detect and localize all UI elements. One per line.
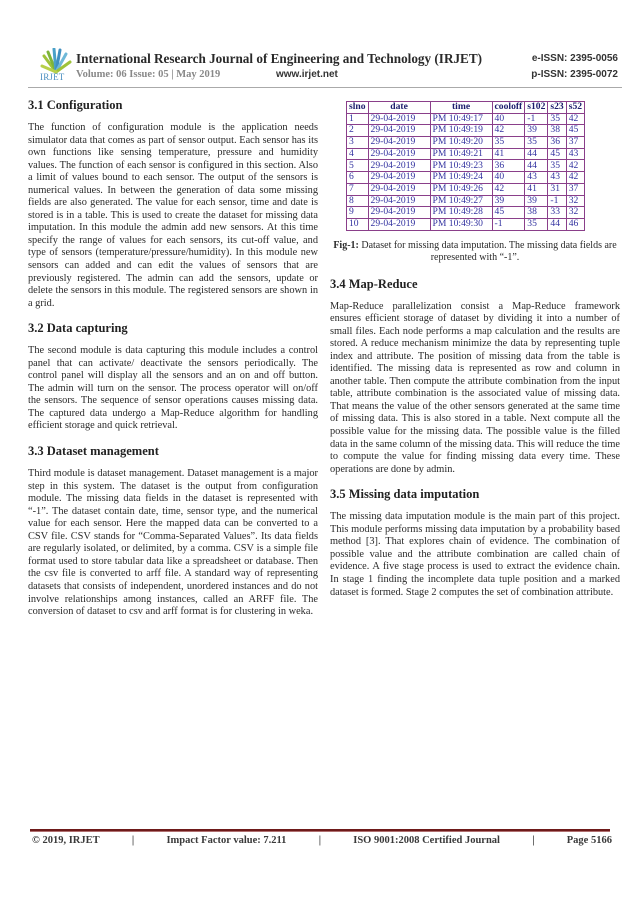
caption-text: Dataset for missing data imputation. The missing data fields are represented with “-1”. <box>358 239 617 264</box>
footer-divider <box>30 829 610 832</box>
caption-label: Fig-1: <box>333 239 359 251</box>
footer-separator: | <box>318 835 321 846</box>
section-text-map-reduce: Map-Reduce parallelization consist a Map-Reduce framework ensures efficient storage of dataset by dividing it into a number of small files. Each node performs a map calculation and the results are stored. A reduce mechanism minimize the data by representing tuple index and attribute. The position of missing data from the table is identified. The missing data is represented as row and column in another table. Then compute the attribute combination from the input table, attribute combination is the associated value of missing data. That means the value of the other sensors generated at the same time of missing data. This is also stored in a table. Next compute all the possible value for the missing data. The possible value is the filled data in the same column of the missing data. This will reduce the time to compute the value for finding missing data every time. These operations are done by admin. <box>330 300 620 475</box>
website-link[interactable]: www.irjet.net <box>276 69 338 80</box>
table-cell: 39 <box>525 125 548 137</box>
table-cell: 42 <box>492 125 525 137</box>
table-row <box>347 172 585 184</box>
page-footer <box>32 835 612 846</box>
column-header: time <box>430 102 492 114</box>
table-cell: 29-04-2019 <box>368 207 430 219</box>
table-cell: 35 <box>548 160 566 172</box>
section-text-missing-data-imputation: The missing data imputation module is the main part of this project. This module performs missing data imputation by a probability based method [3]. That explores chain of evidence. The combination of possible value and the attribute combination are called chain of evidence. A five stage process is used to extract the evidence chain. In stage 1 finding the incomplete data tuple position and a marked dataset is formed. Stage 2 computes the set of combination attribute. <box>330 511 620 598</box>
table-cell: 39 <box>525 195 548 207</box>
table-cell: PM 10:49:17 <box>430 113 492 125</box>
table-cell: PM 10:49:23 <box>430 160 492 172</box>
table-row <box>347 113 585 125</box>
copyright: © 2019, IRJET <box>32 835 100 846</box>
table-cell: 44 <box>548 218 566 230</box>
table-cell: 37 <box>566 137 584 149</box>
table-row <box>347 207 585 219</box>
impact-factor: Impact Factor value: 7.211 <box>166 835 287 846</box>
table-cell: 45 <box>492 207 525 219</box>
table-cell: 44 <box>525 160 548 172</box>
table-cell: 41 <box>492 148 525 160</box>
p-issn: p-ISSN: 2395-0072 <box>531 69 618 80</box>
table-cell: PM 10:49:27 <box>430 195 492 207</box>
table-cell: 6 <box>347 172 369 184</box>
table-row <box>347 148 585 160</box>
table-row <box>347 160 585 172</box>
table-cell: 36 <box>548 137 566 149</box>
table-cell: 43 <box>548 172 566 184</box>
table-cell: 36 <box>492 160 525 172</box>
table-cell: 9 <box>347 207 369 219</box>
figure-caption <box>330 240 620 265</box>
table-cell: 43 <box>566 148 584 160</box>
section-text-data-capturing: The second module is data capturing this module includes a control panel that can activate/ deactivate the sensors periodically. The control panel will display all the sensors and an on and off button. The admin will turn on the sensor. The process operator will on/off the sensors. The sequence of sensor operations causes missing data. The captured data undergo a Map-Reduce algorithm for handling efficient storage and quick retrieval. <box>28 345 318 432</box>
table-cell: 39 <box>492 195 525 207</box>
column-header: slno <box>347 102 369 114</box>
footer-separator: | <box>532 835 535 846</box>
table-cell: 42 <box>566 172 584 184</box>
table-cell: 5 <box>347 160 369 172</box>
table-cell: 4 <box>347 148 369 160</box>
table-cell: 29-04-2019 <box>368 172 430 184</box>
left-column <box>28 98 318 630</box>
table-cell: 44 <box>525 148 548 160</box>
table-cell: 42 <box>566 113 584 125</box>
table-row <box>347 125 585 137</box>
journal-title: International Research Journal of Engineering and Technology (IRJET) <box>76 51 483 66</box>
section-heading-missing-data-imputation: 3.5 Missing data imputation <box>330 487 480 502</box>
table-cell: 38 <box>548 125 566 137</box>
table-cell: 8 <box>347 195 369 207</box>
table-cell: PM 10:49:20 <box>430 137 492 149</box>
table-cell: 2 <box>347 125 369 137</box>
table-cell: 29-04-2019 <box>368 195 430 207</box>
section-heading-dataset-management: 3.3 Dataset management <box>28 444 159 459</box>
section-text-dataset-management: Third module is dataset management. Dataset management is a major step in this system. The dataset is the output from configuration module. The missing data fields in the dataset is represented with “-1”. The dataset contain date, time, sensor type, and the numerical value for each sensor. Here the mapped data can be converted to a CSV file. CSV stands for “Comma-Separated Values”. Its data fields are regularly isolated, or delimited, by a comma. CSV is a simple file format used to store tabular data like a spreadsheet or database. Then the csv file is converted to arff file. A standard way of representing datasets that consists of independent, unordered instances and do not involve relationships among instances, called an ARFF file. The conversion of dataset to csv and arff format is for clustering in weka. <box>28 468 318 618</box>
table-cell: 32 <box>566 195 584 207</box>
dataset-table <box>346 101 585 231</box>
table-cell: 29-04-2019 <box>368 183 430 195</box>
table-cell: 45 <box>566 125 584 137</box>
table-cell: 29-04-2019 <box>368 125 430 137</box>
volume-issue: Volume: 06 Issue: 05 | May 2019 <box>76 69 221 80</box>
table-row <box>347 137 585 149</box>
section-heading-map-reduce: 3.4 Map-Reduce <box>330 276 418 291</box>
table-cell: -1 <box>548 195 566 207</box>
table-cell: 3 <box>347 137 369 149</box>
table-cell: 29-04-2019 <box>368 160 430 172</box>
table-header-row <box>347 102 585 114</box>
table-cell: 35 <box>548 113 566 125</box>
table-body <box>347 113 585 230</box>
journal-header <box>38 48 618 88</box>
table-row <box>347 218 585 230</box>
table-cell: 40 <box>492 113 525 125</box>
table-cell: PM 10:49:30 <box>430 218 492 230</box>
table-cell: PM 10:49:26 <box>430 183 492 195</box>
footer-separator: | <box>131 835 135 846</box>
column-header: date <box>368 102 430 114</box>
table-cell: 35 <box>492 137 525 149</box>
logo-text: IRJET <box>40 72 65 82</box>
table-cell: 32 <box>566 207 584 219</box>
column-header: s52 <box>566 102 584 114</box>
table-cell: 33 <box>548 207 566 219</box>
table-cell: PM 10:49:21 <box>430 148 492 160</box>
e-issn: e-ISSN: 2395-0056 <box>531 53 618 64</box>
column-header: cooloff <box>492 102 525 114</box>
table-cell: -1 <box>525 113 548 125</box>
table-cell: -1 <box>492 218 525 230</box>
table-row <box>347 195 585 207</box>
table-cell: 37 <box>566 183 584 195</box>
table-cell: 38 <box>525 207 548 219</box>
table-cell: PM 10:49:19 <box>430 125 492 137</box>
table-cell: 45 <box>548 148 566 160</box>
table-row <box>347 183 585 195</box>
table-cell: 35 <box>525 137 548 149</box>
leaf-fan-icon <box>38 48 74 74</box>
table-cell: 31 <box>548 183 566 195</box>
table-cell: 35 <box>525 218 548 230</box>
table-cell: 46 <box>566 218 584 230</box>
header-divider <box>28 87 622 88</box>
section-text-configuration: The function of configuration module is the application needs simulator data that comes as part of sensor output. Each sensor has its own functions like sensing temperature, pressure and humidity values. The function of each sensor is configured in this section. Also a limit of values bound to each sensor. The output of the sensors is numerical values. In between the generation of data some missing fields are also generated. The value for each sensor, time and date is stored is in a table. This is used to create the dataset for missing data imputation. In this module the admin add new sensors. At this time specify the range of values for each sensors, its cut-off value, and type of sensors (temperature/pressure/humidity). In this module new sensors can added and can edit the values of sensors that are previously registered. The admin can add the sensors, update or delete the sensors in this module. The registered sensors are shown in a grid. <box>28 122 318 309</box>
table-cell: 29-04-2019 <box>368 137 430 149</box>
table-cell: 42 <box>566 160 584 172</box>
section-heading-data-capturing: 3.2 Data capturing <box>28 321 128 336</box>
table-cell: 41 <box>525 183 548 195</box>
table-cell: 10 <box>347 218 369 230</box>
table-cell: 29-04-2019 <box>368 218 430 230</box>
column-header: s102 <box>525 102 548 114</box>
table-cell: PM 10:49:24 <box>430 172 492 184</box>
table-cell: 29-04-2019 <box>368 148 430 160</box>
right-column <box>330 98 620 610</box>
section-heading-configuration: 3.1 Configuration <box>28 98 123 112</box>
table-cell: 43 <box>525 172 548 184</box>
table-cell: 40 <box>492 172 525 184</box>
iso-certification: ISO 9001:2008 Certified Journal <box>353 835 500 846</box>
page-number: Page 5166 <box>566 835 612 846</box>
table-cell: 42 <box>492 183 525 195</box>
table-cell: 1 <box>347 113 369 125</box>
irjet-logo <box>38 48 74 84</box>
table-cell: 29-04-2019 <box>368 113 430 125</box>
column-header: s23 <box>548 102 566 114</box>
table-cell: PM 10:49:28 <box>430 207 492 219</box>
table-cell: 7 <box>347 183 369 195</box>
